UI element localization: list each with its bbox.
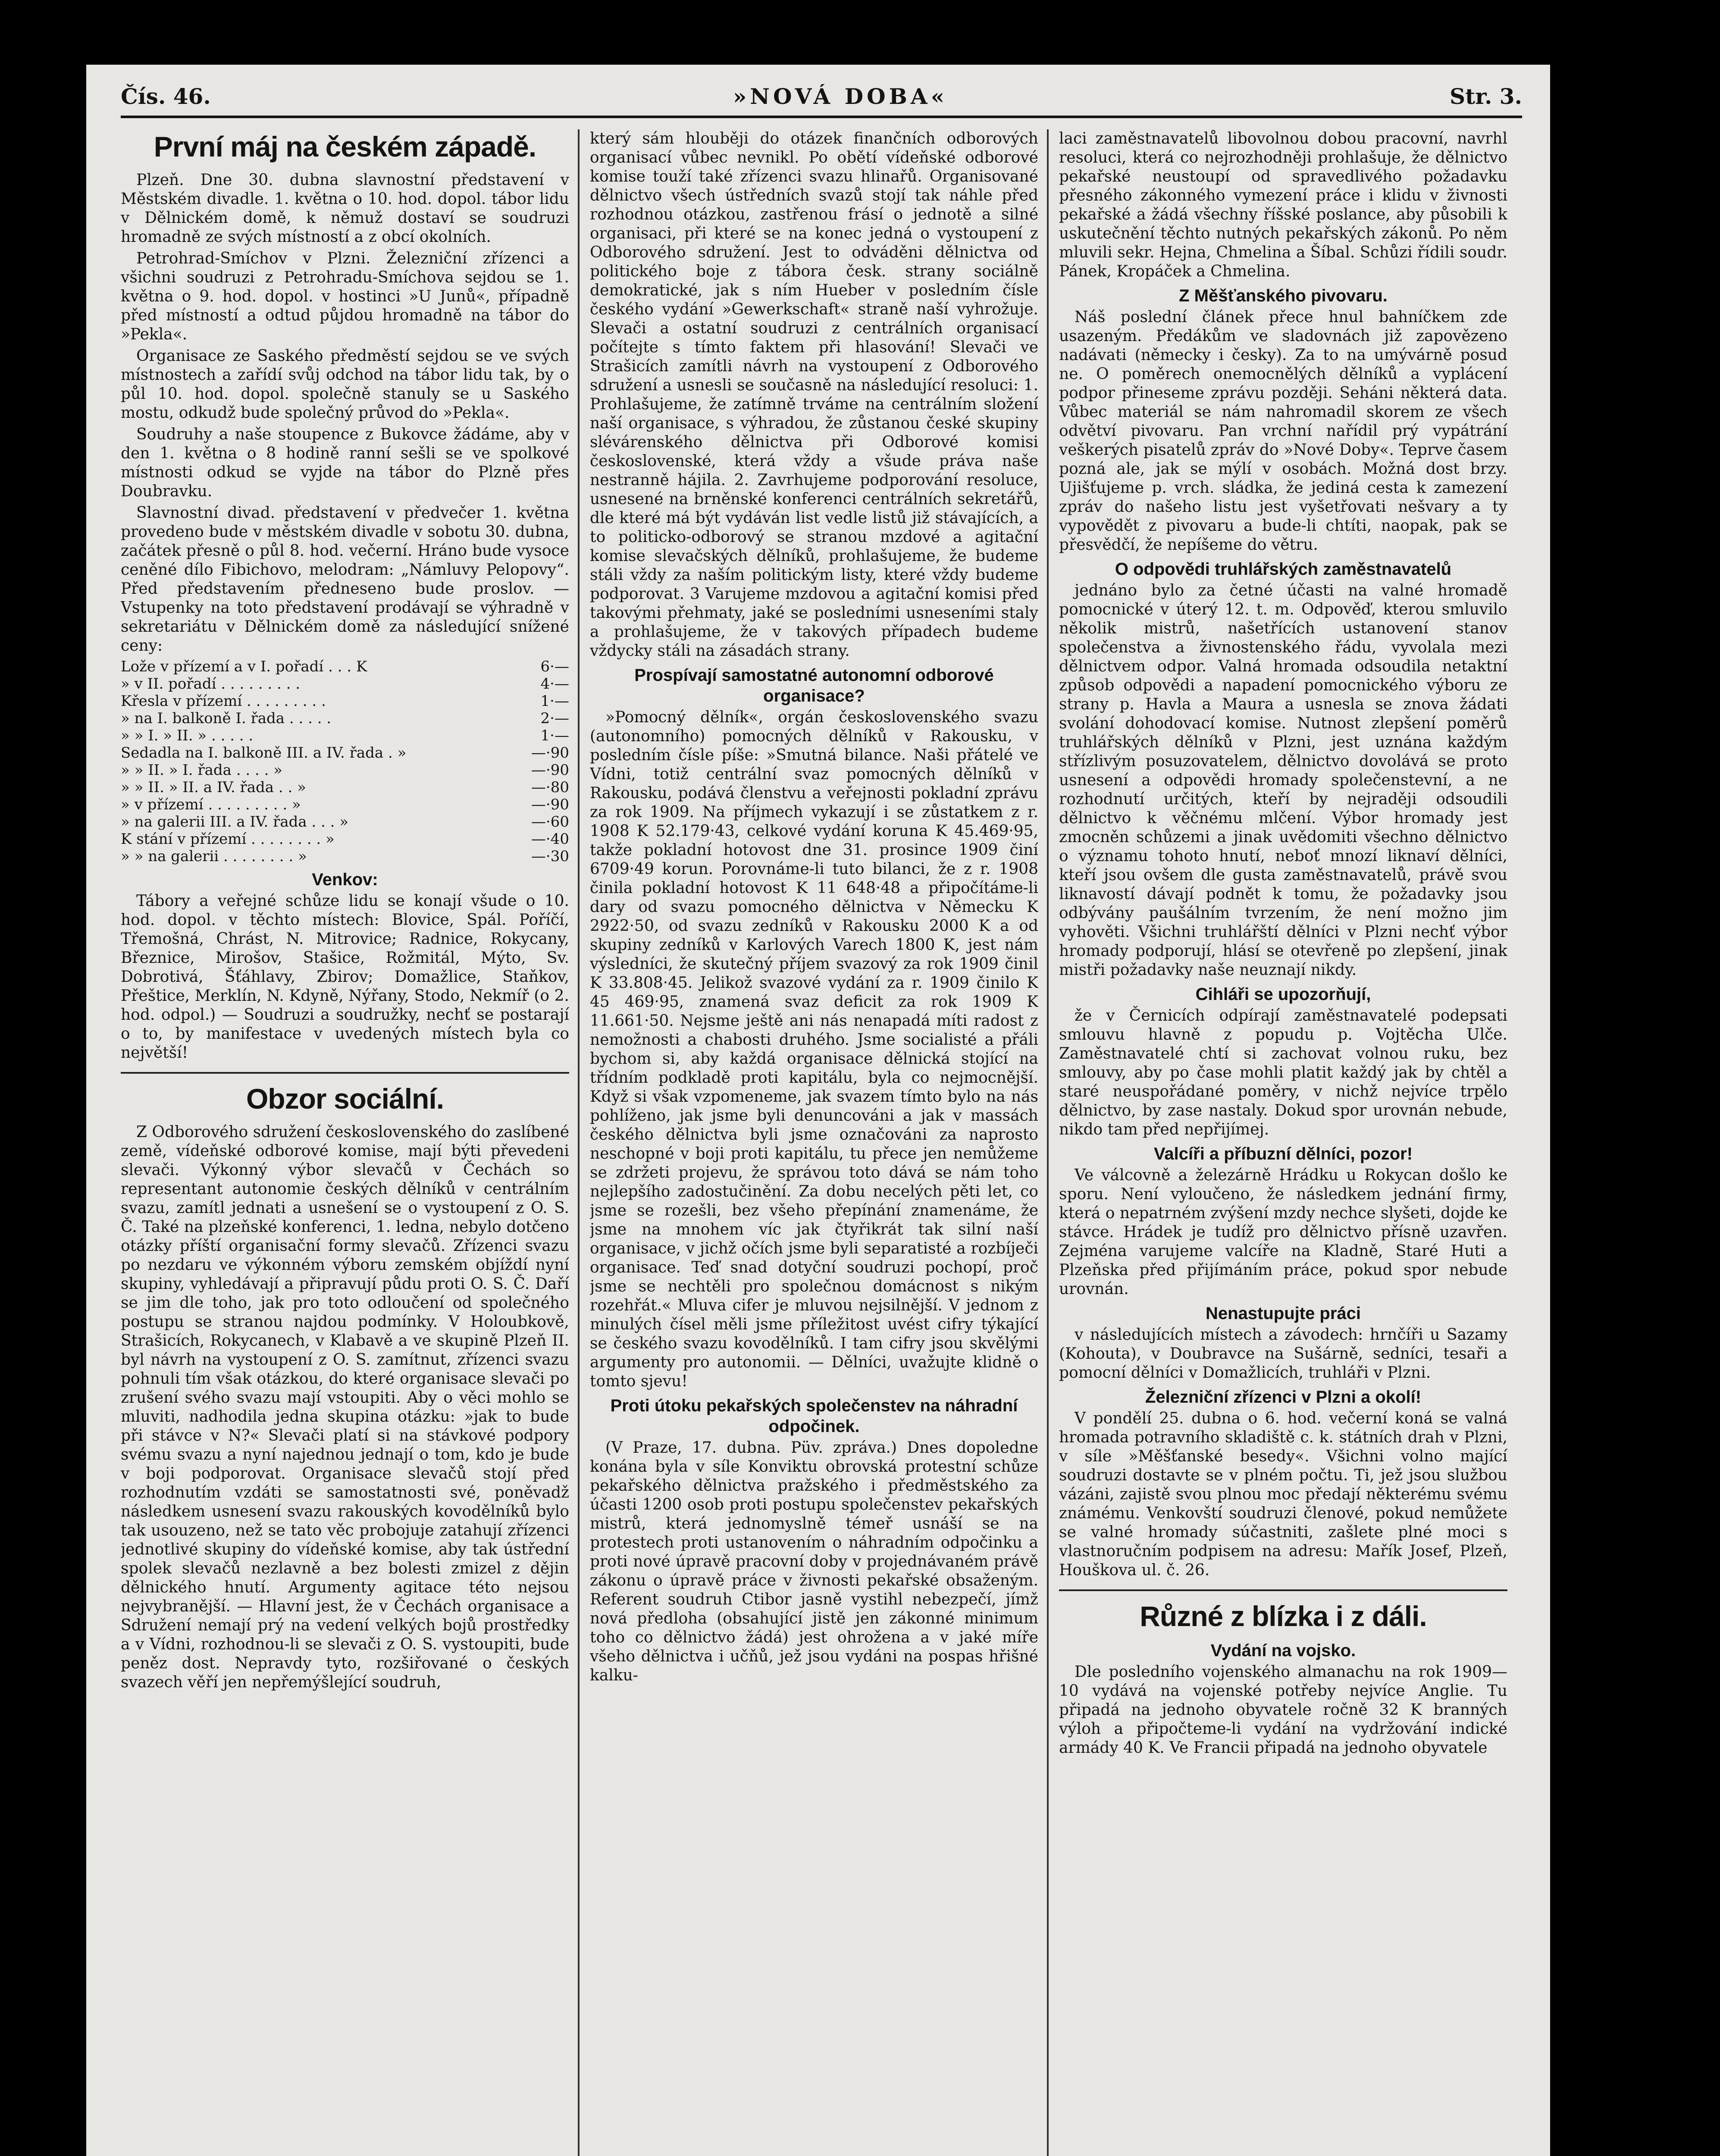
paragraph: Náš poslední článek přece hnul bahníčkem zde usazeným. Předákům ve sladovnách již zapovězeno nadávati (německy i česky). Za to na umývárně posud ne. O poměrech onemocnělých dělníků a vyplácení podpor přineseme zprávu později. Seháni některá data. Vůbec materiál se nám nahromadil skorem ze všech odvětví pivovaru. Pan vrchní nařídil prý vypátrání veškerých pisatelů zpráv do »Nové Doby«. Teprve časem pozná ale, jak se mýlí v osobách. Možná dost brzy. Ujišťujeme p. vrch. sládka, že jediná cesta k zamezení zpráv do našeho listu jest vyšetřovati nešvary a ty vypovědět z pivovaru a bude-li chtíti, naopak, pak se přesvědčí, že nepíšeme do větru. <box>1059 308 1507 554</box>
headline-prvni-maj: První máj na českém západě. <box>154 131 536 163</box>
section-divider <box>121 1072 569 1074</box>
paragraph: Dle posledního vojenského almanachu na rok 1909—10 vydává na vojenské potřeby nejvíce Anglie. Tu připadá na jednoho obyvatele ročně 32 K branných výloh a připočteme-li vydání na vydržování indické armády 40 K. Ve Francii připadá na jednoho obyvatele <box>1059 1663 1507 1757</box>
page-number: Str. 3. <box>1450 84 1522 109</box>
seat-price: 1·— <box>540 727 569 744</box>
paragraph: Ve válcovně a železárně Hrádku u Rokycan došlo ke sporu. Není vyloučeno, že následkem jednání firmy, která o nepatrném zvýšení mzdy nechce slyšeti, dojde ke stávce. Hrádek je tudíž pro dělnictvo přísně uzavřen. Zejména varujeme valcíře na Kladně, Staré Huti a Plzeňska před přijímáním práce, pokud spor nebude urovnán. <box>1059 1166 1507 1298</box>
paragraph: který sám hlouběji do otázek finančních odborových organisací vůbec nevnikl. Po obětí vídeňské odborové komise touží také zřízenci svazu hlinařů. Organisované dělnictvo všech ústředních svazů stojí tak náhle před rozhodnou otázkou, zastřenou frásí o jednotě a silné organisaci, při které se na konec jedná o vystoupení z Odborového sdružení. Jest to odváděni dělnictva od politického boje z tábora česk. strany sociálně demokratické, jak s ním Hueber v posledním čísle českého vydání »Gewerkschaft« straně naší vyhrožuje. Slevači a ostatní soudruzi z centrálních organisací počítejte s tímto faktem při hlasování! Slevači ve Strašicích zamítli návrh na vystoupení z Odborového sdružení a usnesli se současně na následující resoluci: 1. Prohlašujeme, že zatímně trváme na centrálním složení naší organisace, s výhradou, že zůstanou české skupiny slévárenského dělnictva při Odborové komisi československé, která vždy a všude práva naše nestranně hájila. 2. Zavrhujeme podporování resoluce, usnesené na brněnské konferenci centrálních sekretářů, dle které má být vydáván list vedle listů již stávajících, a to politicko-odborový se stranou mzdové a agitační komise slevačských dělníků, prohlašujeme, že budeme stáli vždy za naším politickým listy, které vždy budeme podporovat. 3 Varujeme mzdovou a agitační komisi před takovými přehmaty, jaké se posledními usneseními staly a prohlašujeme, že v takových případech budeme vždycky stáli na zásadách strany. <box>590 130 1038 660</box>
seat-price: —·80 <box>531 779 569 796</box>
paragraph: Soudruhy a naše stoupence z Bukovce žádáme, aby v den 1. května o 8 hodině ranní sešli se ve spolkové místnosti odkud se vyjde na tábor do Plzně přes Doubravku. <box>121 426 569 500</box>
seat-label: » » na galerii . . . . . . . . » <box>121 848 307 865</box>
seat-price: 4·— <box>540 675 569 693</box>
price-row <box>121 727 569 744</box>
section-divider <box>1059 1589 1507 1591</box>
seat-label: » » II. » II. a IV. řada . . » <box>121 779 306 796</box>
subheading-autonomni: Prospívají samostatné autonomní odborové organisace? <box>634 666 994 705</box>
paragraph: »Pomocný dělník«, orgán československého svazu (autonomního) pomocných dělníků v Rakousku, v posledním čísle píše: »Smutná bilance. Naši přátelé ve Vídni, totiž centrální svaz pomocných dělníků v Rakousku, podává členstvu a veřejnosti pokladní zprávu za rok 1909. Na příjmech vykazují i se zůstatkem z r. 1908 K 52.179·43, celkové vydání koruna K 45.469·95, takže pokladní hotovost dne 31. prosince 1909 činí 6709·49 korun. Porovnáme-li tuto bilanci, že z r. 1908 činila pokladní hotovost K 11 648·48 a připočítáme-li dary od svazu pomocného dělnictva v Německu K 2922·50, od svazu zedníků v Rakousku 2000 K a od skupiny zedníků v Karlových Varech 1800 K, jest nám výsledníci, že skutečný příjem svazový za rok 1909 činil K 33.808·45. Jelikož svazové vydání za r. 1909 činilo K 45 469·95, znamená svaz deficit za rok 1909 K 11.661·50. Nejsme ještě ani nás nenapadá míti radost z nemožnosti a chabosti druhého. Jsme socialisté a přáli bychom si, aby každá organisace dělnická stojící na třídním podkladě proti kapitálu, byla co nejmocnější. Když si však vzpomeneme, jak svazem tímto bylo na nás pohlíženo, jak jsme byli denuncováni a jak v massách českého dělnictva byli jsme označováni za naprosto neschopné v boji proti kapitálu, tu přece jen nemůžeme se zdržeti projevu, že správou toto dává se nám toho nejlepšího zadostučinění. Za dobu necelých pěti let, co jsme se rozešli, bez všeho přepínání znamenáme, že jsme na mnohem víc jak čtyřikrát tak silní naší organisace, v jichž očích jsme byli separatisté a rozbíječi organisace. Teď snad dotyční soudruzi pochopí, proč jsme se nechtěli pro společnou domácnost s nikým rozehřát.« Mluva cifer je mluvou nejsilnější. V jednom z minulých čísel měli jsme příležitost uvést cifry týkající se českého svazu kovodělníků. I tam cifry jsou skvělými argumenty pro autonomii. — Dělníci, uvažujte klidně o tomto sjevu! <box>590 708 1038 1390</box>
seat-price: —·90 <box>531 744 569 761</box>
seat-label: » v přízemí . . . . . . . . . » <box>121 796 301 813</box>
price-row <box>121 761 569 779</box>
subheading-venkov: Venkov: <box>312 870 378 889</box>
issue-number: Čís. 46. <box>121 84 211 109</box>
subheading-truhlari: O odpovědi truhlářských zaměstnavatelů <box>1115 560 1452 579</box>
subheading-zeleznicni: Železniční zřízenci v Plzni a okolí! <box>1145 1388 1422 1407</box>
price-row <box>121 744 569 761</box>
seat-price: 1·— <box>540 693 569 710</box>
column-rule <box>578 129 580 2156</box>
column-2 <box>590 129 1038 2156</box>
seat-label: » » II. » I. řada . . . . » <box>121 761 282 779</box>
price-row <box>121 710 569 727</box>
seat-label: Sedadla na I. balkoně III. a IV. řada . » <box>121 744 407 761</box>
price-row <box>121 848 569 865</box>
subheading-nenastupujte: Nenastupujte práci <box>1205 1304 1361 1323</box>
subheading-mestansky-pivovar: Z Měšťanského pivovaru. <box>1179 286 1388 305</box>
subheading-cihlari: Cihláři se upozorňují, <box>1195 985 1371 1004</box>
price-row <box>121 693 569 710</box>
page-header <box>121 81 1522 118</box>
price-row <box>121 675 569 693</box>
price-row <box>121 779 569 796</box>
seat-price: 6·— <box>540 658 569 675</box>
seat-label: K stání v přízemí . . . . . . . . » <box>121 830 335 848</box>
paragraph: V pondělí 25. dubna o 6. hod. večerní koná se valná hromada potravního skladiště c. k. státních drah v Plzni, v síle »Měšťanské besedy«. Všichni volno mající soudruzi dostavte se v plném počtu. Ti, jež jsou službou vázáni, zajistě svou plnou moc předají některému svému známému. Venkovští soudruzi členové, pokud nemůžete se valné hromady súčastniti, zašlete plné moci s vlastnoručním podpisem na adresu: Mařík Josef, Plzeň, Houškova ul. č. 26. <box>1059 1410 1507 1579</box>
seat-label: » na galerii III. a IV. řada . . . » <box>121 813 349 830</box>
paragraph: laci zaměstnavatelů libovolnou dobou pracovní, navrhl resoluci, která co nejrozhodněji prohlašuje, že dělnictvo pekařské neustoupí od spravedlivého požadavku přesného zákonného vymezení práce i klidu v živnosti pekařské a žádá všechny říšské poslance, aby působili k uskutečnění těchto nutných pekařských zákonů. Po něm mluvili sekr. Hejna, Chmelina a Šíbal. Schůzi řídili soudr. Pánek, Kropáček a Chmelina. <box>1059 130 1507 280</box>
paragraph: že v Černicích odpírají zaměstnavatelé podepsati smlouvu hlavně z popudu p. Vojtěcha Ulče. Zaměstnavatelé chtí si zachovat volnou ruku, bez smlouvy, aby po čase mohli platit každý jak by chtěl a staré neuspořádané poměry, v nichž nejvíce trpělo dělnictvo, by zase nastaly. Dokud spor urovnán nebude, nikdo tam před nepřijímej. <box>1059 1007 1507 1138</box>
paragraph: Plzeň. Dne 30. dubna slavnostní představení v Městském divadle. 1. května o 10. hod. dopol. tábor lidu v Dělnickém domě, k němuž dostaví se soudruzi hromadně ze svých místností a z obcí okolních. <box>121 171 569 246</box>
seat-label: » » I. » II. » . . . . . <box>121 727 254 744</box>
newspaper-page <box>86 65 1550 2156</box>
paragraph: Organisace ze Saského předměstí sejdou se ve svých místnostech a zařídí svůj odchod na tábor lidu tak, by o půl 10. hod. dopol. společně stanuly se u Saského mostu, odkudž bude společný průvod do »Pekla«. <box>121 347 569 422</box>
subheading-vydani-na-vojsko: Vydání na vojsko. <box>1210 1641 1356 1660</box>
price-row <box>121 658 569 675</box>
column-1 <box>121 129 569 2156</box>
price-row <box>121 830 569 848</box>
seat-price: —·30 <box>531 848 569 865</box>
headline-obzor-socialni: Obzor sociální. <box>246 1083 444 1115</box>
headline-ruzne: Různé z blízka i z dáli. <box>1140 1600 1427 1632</box>
paragraph: (V Praze, 17. dubna. Püv. zpráva.) Dnes dopoledne konána byla v síle Konviktu obrovská protestní schůze pekařského dělnictva pražského i předměstského za účasti 1200 osob proti postupu společenstev pekařských mistrů, která jednomyslně témeř usnáší se na protestech proti ustanovením o náhradním odpočinku a proti nové úpravě pracovní doby v projednávaném právě zákonu o úpravě práce v živnosti pekařské obsaženým. Referent soudruh Ctibor jasně vystihl nebezpečí, jímž nová předloha (obsahující jistě jen zákonné minimum toho co dělnictvo žádá) jest ohrožena a v jaké míře všeho dělnictva i učňů, jež jsou vydáni na pospas hřišné kalku- <box>590 1439 1038 1684</box>
column-3 <box>1059 129 1507 2156</box>
masthead: »NOVÁ DOBA« <box>733 84 948 109</box>
paragraph: v následujících místech a závodech: hrnčíři u Sazamy (Kohouta), v Doubravce na Sušárně, sedníci, tesaři a pomocní dělníci v Domažlicích, truhláři v Plzni. <box>1059 1326 1507 1382</box>
seat-price: —·90 <box>531 761 569 779</box>
paragraph: Z Odborového sdružení československého do zaslíbené země, vídeňské odborové komise, mají býti převedeni slevači. Výkonný výbor slevačů v Čechách so representant autonomie českých dělníků v centrálním svazu, zamítl jednati a usnešení se o vystoupení z O. S. Č. Také na plzeňské konferenci, 1. ledna, nebylo dotčeno otázky příští organisační formy slevačů. Zřízenci svazu po nezdaru ve výkonném výboru zemském objíždí nyní skupiny, vyhledávají a připravují půdu proti O. S. Č. Daří se jim dle toho, jak pro toto odloučení od společného postupu se stranou najdou podmínky. V Holoubkově, Strašicích, Rokycanech, v Klabavě a ve skupině Plzeň II. byl návrh na vystoupení z O. S. zamítnut, zřízenci svazu pohnuli tím však otázkou, do které organisace slevači po zrušení svého svazu mají vstoupiti. Aby o věci mohlo se mluviti, nadhodila jedna skupina otázku: »jak to bude při stávce v N?« Slevači platí si na stávkové podpory svému svazu a nyní najednou jednají o tom, kdo je bude v boji podporovat. Organisace slevačů stojí před rozhodnutím vzdáti se samostatnosti své, poněvadž následkem usnesení svazu rakouských kovodělníků bylo tak usouzeno, než se tato věc probojuje zatahují zřízenci jednotlivé skupiny do vídeňské komise, aby tak ústřední spolek slevačů nezlavně a bez bolesti zmizel z dějin dělnického hnutí. Argumenty agitace této nejsou nejvybranější. — Hlavní jest, že v Čechách organisace a Sdružení nemají prý na vedení velkých bojů prostředky a v Vídni, rozhodnou-li se slevači z O. S. vystoupiti, bude peněz dost. Nepravdy tyto, rozšiřované o českých svazech věří jen nepřemýšlející soudruh, <box>121 1123 569 1691</box>
subheading-pekari: Proti útoku pekařských společenstev na náhradní odpočinek. <box>610 1396 1018 1436</box>
price-table <box>121 658 569 865</box>
seat-price: —·40 <box>531 830 569 848</box>
seat-label: » v II. pořadí . . . . . . . . . <box>121 675 301 693</box>
paragraph: Slavnostní divad. představení v předvečer 1. května provedeno bude v městském divadle v sobotu 30. dubna, začátek přesně o půl 8. hod. večerní. Hráno bude vysoce ceněné dílo Fibichovo, melodram: „Námluvy Pelopovy“. Před představením předneseno bude proslov. — Vstupenky na toto představení prodávají se výhradně v sekretariátu v Dělnickém domě za následující snížené ceny: <box>121 504 569 655</box>
paragraph: jednáno bylo za četné účasti na valné hromadě pomocnické v úterý 12. t. m. Odpověď, kterou smluvilo několik mistrů, našetřících ustanovení stanov společenstva a živnostenského řádu, vyvolala mezi dělnictvem odpor. Valná hromada odsoudila netaktní způsob odpovědi a napadení pomocnického výboru ze strany p. Havla a Maura a usnesla se znova žádati svolání dohodovací komise. Nutnost zlepšení poměrů truhlářských dělníků v Plzni, jest uznána každým střízlivým posuzovatelem, dělnictvo dovolává se proto usnesení a odpovědi hromady společenstevní, a ne rozhodnutí určitých, kteří by nejraději odsoudili dělnictvo k věčnému mlčení. Výbor hromady jest zmocněn schůzemi a jinak uvědomiti všechno dělnictvo o významu tohoto hnutí, neboť mnozí liknaví dělníci, kteří jsou ovšem dle gusta zaměstnavatelů, právě svou liknavostí dávají podnět k tomu, že požadavky jsou odbývány paušálním tvrzením, že není možno jim vyhověti. Všichni truhlářští dělníci v Plzni nechť výbor hromady podporují, hlásí se otevřeně po zlepšení, jinak mistři požadavky naše neuznají nikdy. <box>1059 582 1507 979</box>
price-row <box>121 796 569 813</box>
seat-price: —·60 <box>531 813 569 830</box>
price-row <box>121 813 569 830</box>
seat-label: Lože v přízemí a v I. pořadí . . . K <box>121 658 367 675</box>
column-rule <box>1047 129 1049 2156</box>
subheading-valciri: Valcíři a příbuzní dělníci, pozor! <box>1153 1144 1413 1163</box>
seat-price: —·90 <box>531 796 569 813</box>
seat-price: 2·— <box>540 710 569 727</box>
paragraph: Tábory a veřejné schůze lidu se konají všude o 10. hod. dopol. v těchto místech: Blovice, Spál. Poříčí, Třemošná, Chrást, N. Mitrovice; Radnice, Rokycany, Březnice, Mirošov, Stašice, Rožmitál, Mýto, Sv. Dobrotivá, Šťáhlavy, Zbirov; Domažlice, Staňkov, Přeštice, Merklín, N. Kdyně, Nýřany, Stodo, Nekmíř (o 2. hod. odpol.) — Soudruzi a soudružky, nechť se postarají o to, by manifestace v uvedených místech byla co největší! <box>121 892 569 1062</box>
seat-label: Křesla v přízemí . . . . . . . . . <box>121 693 326 710</box>
paragraph: Petrohrad-Smíchov v Plzni. Železniční zřízenci a všichni soudruzi z Petrohradu-Smíchova sejdou se 1. května o 9. hod. dopol. v hostinci »U Junů«, případně před místností a odtud půjdou hromadně na tábor do »Pekla«. <box>121 250 569 343</box>
seat-label: » na I. balkoně I. řada . . . . . <box>121 710 332 727</box>
